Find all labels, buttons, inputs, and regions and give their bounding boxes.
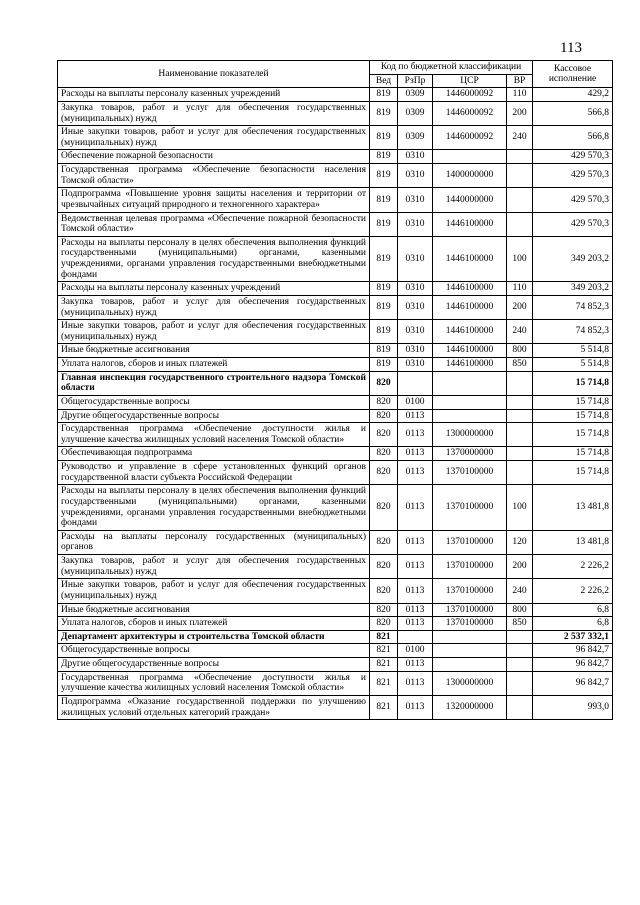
cell-name: Обеспечение пожарной безопасности — [58, 150, 370, 164]
cell-ved: 820 — [370, 447, 398, 461]
cell-ved: 820 — [370, 603, 398, 617]
table-row — [58, 358, 613, 372]
cell-ved: 819 — [370, 320, 398, 344]
cell-vr: 200 — [507, 555, 533, 579]
cell-cash: 349 203,2 — [533, 282, 613, 296]
table-row — [58, 671, 613, 695]
table-row — [58, 101, 613, 125]
table-row — [58, 88, 613, 102]
table-row — [58, 555, 613, 579]
cell-csr: 1446100000 — [433, 212, 507, 236]
cell-csr: 1446100000 — [433, 320, 507, 344]
cell-csr: 1446100000 — [433, 358, 507, 372]
cell-name: Закупка товаров, работ и услуг для обеспечения государственных (муниципальных) нужд — [58, 101, 370, 125]
cell-cash: 15 714,8 — [533, 423, 613, 447]
table-row — [58, 617, 613, 631]
cell-rzpr: 0310 — [398, 212, 433, 236]
cell-rzpr: 0113 — [398, 485, 433, 531]
header-cash: Кассовое исполнение — [533, 61, 613, 88]
table-row — [58, 423, 613, 447]
cell-rzpr: 0309 — [398, 126, 433, 150]
cell-vr — [507, 409, 533, 423]
cell-vr — [507, 395, 533, 409]
header-code-group: Код по бюджетной классификации — [370, 61, 533, 75]
cell-vr: 100 — [507, 485, 533, 531]
cell-csr: 1446100000 — [433, 295, 507, 319]
cell-cash: 993,0 — [533, 695, 613, 719]
header-ved: Вед — [370, 74, 398, 88]
cell-csr — [433, 409, 507, 423]
cell-name: Иные бюджетные ассигнования — [58, 344, 370, 358]
cell-csr: 1370100000 — [433, 485, 507, 531]
cell-vr: 120 — [507, 530, 533, 554]
cell-ved: 820 — [370, 395, 398, 409]
cell-cash: 15 714,8 — [533, 447, 613, 461]
cell-csr: 1446000092 — [433, 88, 507, 102]
cell-rzpr: 0113 — [398, 617, 433, 631]
cell-name: Расходы на выплаты персоналу казенных учреждений — [58, 282, 370, 296]
cell-ved: 821 — [370, 644, 398, 658]
cell-cash: 566,8 — [533, 126, 613, 150]
cell-cash: 15 714,8 — [533, 461, 613, 485]
cell-name: Уплата налогов, сборов и иных платежей — [58, 358, 370, 372]
cell-rzpr: 0113 — [398, 409, 433, 423]
cell-vr: 240 — [507, 579, 533, 603]
cell-vr — [507, 630, 533, 644]
cell-vr — [507, 150, 533, 164]
cell-rzpr: 0113 — [398, 530, 433, 554]
cell-vr: 240 — [507, 320, 533, 344]
cell-rzpr: 0100 — [398, 395, 433, 409]
cell-cash: 96 842,7 — [533, 644, 613, 658]
cell-cash: 429 570,3 — [533, 164, 613, 188]
cell-rzpr: 0100 — [398, 644, 433, 658]
cell-ved: 819 — [370, 188, 398, 212]
cell-cash: 429,2 — [533, 88, 613, 102]
cell-csr: 1370100000 — [433, 579, 507, 603]
cell-name: Расходы на выплаты персоналу государственных (муниципальных) органов — [58, 530, 370, 554]
cell-ved: 819 — [370, 164, 398, 188]
cell-cash: 74 852,3 — [533, 295, 613, 319]
table-row — [58, 150, 613, 164]
cell-name: Общегосударственные вопросы — [58, 395, 370, 409]
cell-rzpr: 0113 — [398, 658, 433, 672]
cell-ved: 819 — [370, 212, 398, 236]
cell-name: Уплата налогов, сборов и иных платежей — [58, 617, 370, 631]
cell-rzpr — [398, 630, 433, 644]
cell-rzpr: 0113 — [398, 603, 433, 617]
cell-rzpr: 0113 — [398, 555, 433, 579]
cell-csr: 1370100000 — [433, 461, 507, 485]
cell-name: Расходы на выплаты персоналу в целях обеспечения выполнения функций государственными (муниципальными) органами, казенными учреждениями, органами управления государственными внебюджетными фондами — [58, 236, 370, 282]
cell-cash: 15 714,8 — [533, 371, 613, 395]
cell-ved: 819 — [370, 101, 398, 125]
cell-vr — [507, 658, 533, 672]
cell-csr — [433, 371, 507, 395]
cell-rzpr: 0113 — [398, 695, 433, 719]
table-row — [58, 695, 613, 719]
cell-cash: 15 714,8 — [533, 395, 613, 409]
cell-cash: 2 226,2 — [533, 579, 613, 603]
cell-rzpr: 0309 — [398, 101, 433, 125]
cell-cash: 74 852,3 — [533, 320, 613, 344]
cell-rzpr — [398, 371, 433, 395]
cell-cash: 15 714,8 — [533, 409, 613, 423]
table-row — [58, 236, 613, 282]
cell-csr: 1446000092 — [433, 101, 507, 125]
cell-rzpr: 0310 — [398, 188, 433, 212]
cell-ved: 820 — [370, 461, 398, 485]
cell-vr — [507, 461, 533, 485]
cell-rzpr: 0310 — [398, 344, 433, 358]
cell-ved: 819 — [370, 236, 398, 282]
cell-vr — [507, 188, 533, 212]
cell-name: Закупка товаров, работ и услуг для обеспечения государственных (муниципальных) нужд — [58, 295, 370, 319]
table-row — [58, 630, 613, 644]
cell-vr: 850 — [507, 617, 533, 631]
cell-vr: 100 — [507, 236, 533, 282]
cell-ved: 820 — [370, 485, 398, 531]
cell-csr — [433, 395, 507, 409]
cell-name: Государственная программа «Обеспечение доступности жилья и улучшение качества жилищных условий населения Томской области» — [58, 423, 370, 447]
table-row — [58, 603, 613, 617]
cell-cash: 2 226,2 — [533, 555, 613, 579]
cell-csr: 1370100000 — [433, 530, 507, 554]
cell-name: Подпрограмма «Повышение уровня защиты населения и территории от чрезвычайных ситуаций природного и техногенного характера» — [58, 188, 370, 212]
table-row — [58, 371, 613, 395]
cell-vr — [507, 695, 533, 719]
cell-vr: 800 — [507, 344, 533, 358]
cell-name: Другие общегосударственные вопросы — [58, 658, 370, 672]
budget-table — [57, 60, 613, 720]
cell-cash: 2 537 332,1 — [533, 630, 613, 644]
cell-ved: 819 — [370, 88, 398, 102]
cell-csr — [433, 150, 507, 164]
cell-csr: 1446100000 — [433, 282, 507, 296]
cell-vr: 110 — [507, 282, 533, 296]
table-row — [58, 447, 613, 461]
table-row — [58, 212, 613, 236]
header-name: Наименование показателей — [58, 61, 370, 88]
cell-rzpr: 0310 — [398, 320, 433, 344]
header-vr: ВР — [507, 74, 533, 88]
cell-vr — [507, 164, 533, 188]
cell-csr: 1446100000 — [433, 236, 507, 282]
cell-cash: 13 481,8 — [533, 530, 613, 554]
cell-vr — [507, 423, 533, 447]
cell-csr: 1370100000 — [433, 617, 507, 631]
table-row — [58, 126, 613, 150]
cell-cash: 6,8 — [533, 617, 613, 631]
table-row — [58, 485, 613, 531]
cell-vr — [507, 671, 533, 695]
cell-csr: 1320000000 — [433, 695, 507, 719]
cell-csr: 1446000092 — [433, 126, 507, 150]
cell-vr: 240 — [507, 126, 533, 150]
cell-cash: 429 570,3 — [533, 150, 613, 164]
table-row — [58, 409, 613, 423]
cell-name: Департамент архитектуры и строительства Томской области — [58, 630, 370, 644]
cell-name: Закупка товаров, работ и услуг для обеспечения государственных (муниципальных) нужд — [58, 555, 370, 579]
cell-csr: 1300000000 — [433, 423, 507, 447]
cell-csr — [433, 644, 507, 658]
cell-csr — [433, 630, 507, 644]
cell-name: Главная инспекция государственного строительного надзора Томской области — [58, 371, 370, 395]
cell-cash: 429 570,3 — [533, 188, 613, 212]
cell-ved: 820 — [370, 423, 398, 447]
table-row — [58, 530, 613, 554]
cell-csr: 1370000000 — [433, 447, 507, 461]
table-row — [58, 579, 613, 603]
header-rzpr: РзПр — [398, 74, 433, 88]
table-row — [58, 395, 613, 409]
cell-rzpr: 0309 — [398, 88, 433, 102]
header-csr: ЦСР — [433, 74, 507, 88]
cell-name: Государственная программа «Обеспечение безопасности населения Томской области» — [58, 164, 370, 188]
cell-rzpr: 0310 — [398, 164, 433, 188]
cell-cash: 5 514,8 — [533, 358, 613, 372]
cell-ved: 819 — [370, 295, 398, 319]
cell-cash: 96 842,7 — [533, 671, 613, 695]
cell-ved: 820 — [370, 555, 398, 579]
table-row — [58, 164, 613, 188]
cell-ved: 819 — [370, 150, 398, 164]
cell-rzpr: 0113 — [398, 461, 433, 485]
cell-vr — [507, 644, 533, 658]
cell-vr: 200 — [507, 101, 533, 125]
table-row — [58, 344, 613, 358]
cell-csr: 1370100000 — [433, 555, 507, 579]
cell-name: Расходы на выплаты персоналу казенных учреждений — [58, 88, 370, 102]
cell-ved: 820 — [370, 409, 398, 423]
table-row — [58, 461, 613, 485]
cell-ved: 819 — [370, 126, 398, 150]
cell-ved: 821 — [370, 658, 398, 672]
cell-csr: 1446100000 — [433, 344, 507, 358]
table-row — [58, 658, 613, 672]
table-row — [58, 188, 613, 212]
cell-rzpr: 0310 — [398, 282, 433, 296]
cell-vr: 200 — [507, 295, 533, 319]
cell-vr: 110 — [507, 88, 533, 102]
cell-rzpr: 0310 — [398, 295, 433, 319]
cell-csr: 1400000000 — [433, 164, 507, 188]
cell-ved: 820 — [370, 579, 398, 603]
cell-ved: 821 — [370, 630, 398, 644]
table-row — [58, 282, 613, 296]
cell-name: Государственная программа «Обеспечение доступности жилья и улучшение качества жилищных условий населения Томской области» — [58, 671, 370, 695]
table-row — [58, 320, 613, 344]
cell-name: Иные бюджетные ассигнования — [58, 603, 370, 617]
table-header — [58, 61, 613, 88]
cell-vr — [507, 212, 533, 236]
cell-cash: 6,8 — [533, 603, 613, 617]
cell-cash: 5 514,8 — [533, 344, 613, 358]
cell-cash: 96 842,7 — [533, 658, 613, 672]
cell-ved: 820 — [370, 371, 398, 395]
cell-cash: 349 203,2 — [533, 236, 613, 282]
cell-name: Другие общегосударственные вопросы — [58, 409, 370, 423]
table-body — [58, 88, 613, 720]
cell-name: Ведомственная целевая программа «Обеспечение пожарной безопасности Томской области» — [58, 212, 370, 236]
cell-rzpr: 0310 — [398, 150, 433, 164]
cell-rzpr: 0113 — [398, 671, 433, 695]
table-row — [58, 644, 613, 658]
cell-vr: 800 — [507, 603, 533, 617]
cell-rzpr: 0310 — [398, 236, 433, 282]
cell-ved: 820 — [370, 617, 398, 631]
cell-cash: 13 481,8 — [533, 485, 613, 531]
cell-name: Иные закупки товаров, работ и услуг для обеспечения государственных (муниципальных) нужд — [58, 320, 370, 344]
cell-name: Обеспечивающая подпрограмма — [58, 447, 370, 461]
cell-csr: 1370100000 — [433, 603, 507, 617]
cell-ved: 821 — [370, 671, 398, 695]
cell-ved: 820 — [370, 530, 398, 554]
cell-csr: 1300000000 — [433, 671, 507, 695]
cell-ved: 819 — [370, 358, 398, 372]
cell-vr: 850 — [507, 358, 533, 372]
cell-rzpr: 0113 — [398, 579, 433, 603]
cell-csr — [433, 658, 507, 672]
cell-ved: 821 — [370, 695, 398, 719]
table-row — [58, 295, 613, 319]
cell-name: Общегосударственные вопросы — [58, 644, 370, 658]
cell-rzpr: 0310 — [398, 358, 433, 372]
cell-name: Иные закупки товаров, работ и услуг для обеспечения государственных (муниципальных) нужд — [58, 126, 370, 150]
cell-ved: 819 — [370, 344, 398, 358]
cell-name: Подпрограмма «Оказание государственной поддержки по улучшению жилищных условий отдельных категорий граждан» — [58, 695, 370, 719]
cell-ved: 819 — [370, 282, 398, 296]
cell-name: Иные закупки товаров, работ и услуг для обеспечения государственных (муниципальных) нужд — [58, 579, 370, 603]
cell-vr — [507, 371, 533, 395]
cell-cash: 429 570,3 — [533, 212, 613, 236]
cell-name: Руководство и управление в сфере установленных функций органов государственной власти субъекта Российской Федерации — [58, 461, 370, 485]
cell-cash: 566,8 — [533, 101, 613, 125]
cell-rzpr: 0113 — [398, 447, 433, 461]
cell-vr — [507, 447, 533, 461]
cell-csr: 1440000000 — [433, 188, 507, 212]
cell-name: Расходы на выплаты персоналу в целях обеспечения выполнения функций государственными (муниципальными) органами, казенными учреждениями, органами управления государственными внебюджетными фондами — [58, 485, 370, 531]
cell-rzpr: 0113 — [398, 423, 433, 447]
page-number: 113 — [560, 40, 582, 56]
